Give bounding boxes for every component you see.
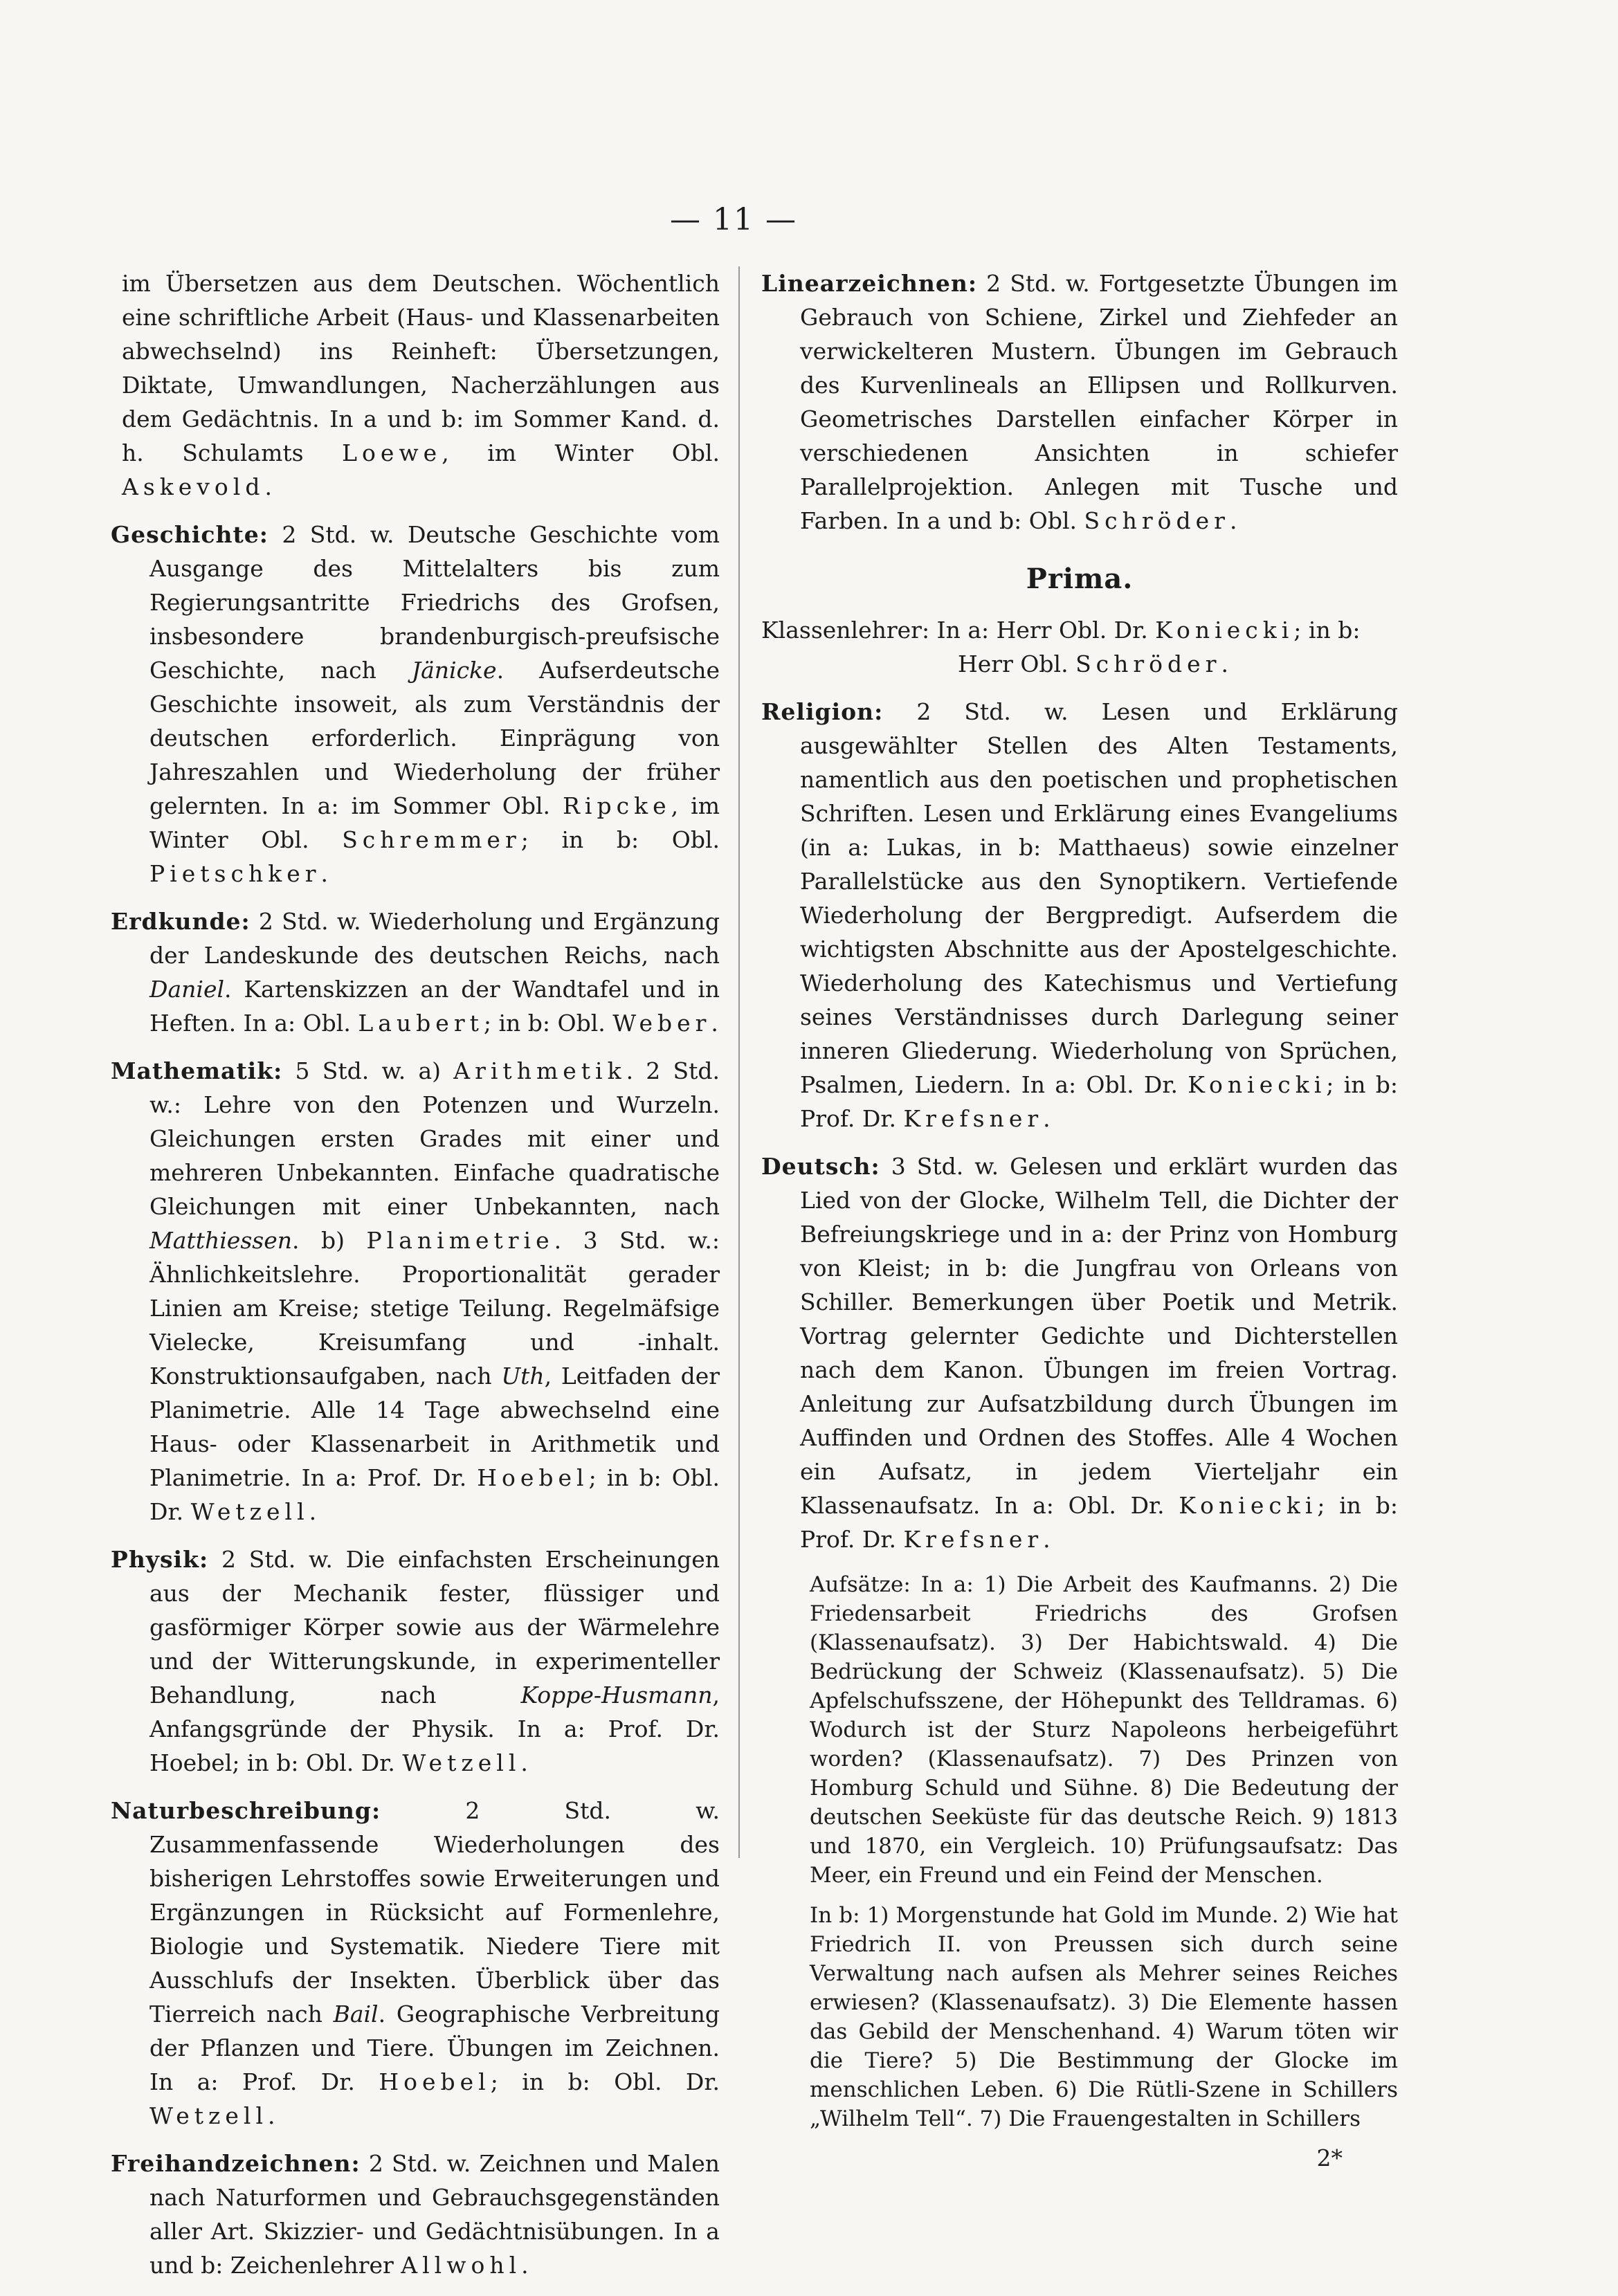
page-number: — 11 — [670, 202, 797, 237]
subject-label: Linearzeichnen: [761, 270, 978, 297]
aufsaetze-b-paragraph: In b: 1) Morgenstunde hat Gold im Munde. 2) Wie hat Friedrich II. von Preussen sich durch seine Verwaltung nach aufsen als Mehrer seines Reiches erwiesen? (Klassenaufsatz). 3) Die Elemente hassen das Gebild der Menschenhand. 4) Warum töten wir die Tiere? 5) Die Bestimmung der Glocke im menschlichen Leben. 6) Die Rütli-Szene in Schillers „Wilhelm Tell“. 7) Die Frauengestalten in Schillers [810, 1903, 1398, 2131]
erdkunde-entry: Erdkunde: 2 Std. w. Wiederholung und Ergänzung der Landeskunde des deutschen Reichs, nach Daniel. Kartenskizzen an der Wandtafel und in Heften. In a: Obl. Laubert; in b: Obl. Weber. [111, 908, 720, 1037]
mathematik-entry: Mathematik: 5 Std. w. a) Arithmetik. 2 Std. w.: Lehre von den Potenzen und Wurzeln. Gleichungen ersten Grades mit einer und mehreren Unbekannten. Einfache quadratische Gleichungen mit einer Unbekannten, nach Matthiessen. b) Planimetrie. 3 Std. w.: Ähnlichkeitslehre. Proportionalität gerader Linien am Kreise; stetige Teilung. Regelmäfsige Vielecke, Kreisumfang und -inhalt. Konstruktionsaufgaben, nach Uth, Leitfaden der Planimetrie. Alle 14 Tage abwechselnd eine Haus- oder Klassenarbeit in Arithmetik und Planimetrie. In a: Prof. Dr. Hoebel; in b: Obl. Dr. Wetzell. [111, 1057, 720, 1525]
subject-label: Mathematik: [111, 1057, 283, 1084]
linearzeichnen-entry: Linearzeichnen: 2 Std. w. Fortgesetzte Übungen im Gebrauch von Schiene, Zirkel und Ziehfeder an verwickelteren Mustern. Übungen im Gebrauch des Kurvenlineals an Ellipsen und Rollkurven. Geometrisches Darstellen einfacher Körper in verschiedenen Ansichten in schiefer Parallelprojektion. Anlegen mit Tusche und Farben. In a und b: Obl. Schröder. [761, 270, 1398, 534]
deutsch-entry: Deutsch: 3 Std. w. Gelesen und erklärt wurden das Lied von der Glocke, Wilhelm Tell, die Dichter der Befreiungskriege und in a: der Prinz von Homburg von Kleist; in b: die Jungfrau von Orleans von Schiller. Bemerkungen über Poetik und Metrik. Vortrag gelernter Gedichte und Dichterstellen nach dem Kanon. Übungen im freien Vortrag. Anleitung zur Aufsatzbildung durch Übungen im Auffinden und Ordnen des Stoffes. Alle 4 Wochen ein Aufsatz, in jedem Vierteljahr ein Klassenaufsatz. In a: Obl. Dr. Koniecki; in b: Prof. Dr. Krefsner. [761, 1153, 1398, 1553]
freihandzeichnen-entry: Freihandzeichnen: 2 Std. w. Zeichnen und Malen nach Naturformen und Gebrauchsgegenständen aller Art. Skizzier- und Gedächtnisübungen. In a und b: Zeichenlehrer Allwohl. [111, 2150, 720, 2279]
left-column [111, 266, 720, 2296]
continuation-paragraph: im Übersetzen aus dem Deutschen. Wöchentlich eine schriftliche Arbeit (Haus- und Klassenarbeiten abwechselnd) ins Reinheft: Übersetzungen, Diktate, Umwandlungen, Nacherzählungen aus dem Gedächtnis. In a und b: im Sommer Kand. d. h. Schulamts Loewe, im Winter Obl. Askevold. [122, 270, 720, 500]
signature-mark: 2* [1316, 2144, 1343, 2171]
physik-entry: Physik: 2 Std. w. Die einfachsten Erscheinungen aus der Mechanik fester, flüssiger und gasförmiger Körper sowie aus der Wärmelehre und der Witterungskunde, in experimenteller Behandlung, nach Koppe-Husmann, Anfangsgründe der Physik. In a: Prof. Dr. Hoebel; in b: Obl. Dr. Wetzell. [111, 1546, 720, 1776]
aufsaetze-a-paragraph: Aufsätze: In a: 1) Die Arbeit des Kaufmanns. 2) Die Friedensarbeit Friedrichs des Grofsen (Klassenaufsatz). 3) Der Habichtswald. 4) Die Bedrückung der Schweiz (Klassenaufsatz). 5) Die Apfelschufsszene, der Höhepunkt des Telldramas. 6) Wodurch ist der Sturz Napoleons herbeigeführt worden? (Klassenaufsatz). 7) Des Prinzen von Homburg Schuld und Sühne. 8) Die Bedeutung der deutschen Seeküste für das deutsche Reich. 9) 1813 und 1870, ein Vergleich. 10) Prüfungsaufsatz: Das Meer, ein Freund und ein Feind der Menschen. [810, 1572, 1398, 1888]
klassenlehrer-line: Klassenlehrer: In a: Herr Obl. Dr. Koniecki; in b: [761, 617, 1361, 644]
subject-label: Freihandzeichnen: [111, 2150, 361, 2177]
naturbeschreibung-entry: Naturbeschreibung: 2 Std. w. Zusammenfassende Wiederholungen des bisherigen Lehrstoffes sowie Erweiterungen und Ergänzungen in Rücksicht auf Formenlehre, Biologie und Systematik. Niedere Tiere mit Ausschlufs der Insekten. Überblick über das Tierreich nach Bail. Geographische Verbreitung der Pflanzen und Tiere. Übungen im Zeichnen. In a: Prof. Dr. Hoebel; in b: Obl. Dr. Wetzell. [111, 1797, 720, 2129]
religion-entry: Religion: 2 Std. w. Lesen und Erklärung ausgewählter Stellen des Alten Testaments, namentlich aus den poetischen und prophetischen Schriften. Lesen und Erklärung eines Evangeliums (in a: Lukas, in b: Matthaeus) sowie einzelner Parallelstücke aus den Synoptikern. Vertiefende Wiederholung der Bergpredigt. Aufserdem die wichtigsten Abschnitte aus der Apostelgeschichte. Wiederholung des Katechismus und Vertiefung seines Verständnisses durch Darlegung seiner inneren Gliederung. Wiederholung von Sprüchen, Psalmen, Liedern. In a: Obl. Dr. Koniecki; in b: Prof. Dr. Krefsner. [761, 698, 1398, 1132]
subject-label: Physik: [111, 1546, 209, 1573]
subject-label: Deutsch: [761, 1153, 880, 1180]
right-column [761, 266, 1398, 2171]
subject-label: Erdkunde: [111, 908, 251, 935]
section-heading-prima: Prima. [1026, 563, 1134, 595]
column-divider [738, 266, 740, 1858]
subject-label: Geschichte: [111, 521, 269, 548]
subject-label: Religion: [761, 698, 884, 725]
subject-label: Naturbeschreibung: [111, 1797, 381, 1824]
geschichte-entry: Geschichte: 2 Std. w. Deutsche Geschichte vom Ausgange des Mittelalters bis zum Regierungsantritte Friedrichs des Grofsen, insbesondere brandenburgisch-preufsische Geschichte, nach Jänicke. Aufserdeutsche Geschichte insoweit, als zum Verständnis der deutschen erforderlich. Einprägung von Jahreszahlen und Wiederholung der früher gelernten. In a: im Sommer Obl. Ripcke, im Winter Obl. Schremmer; in b: Obl. Pietschker. [111, 521, 720, 887]
klassenlehrer-line-2: Herr Obl. Schröder. [958, 650, 1228, 677]
